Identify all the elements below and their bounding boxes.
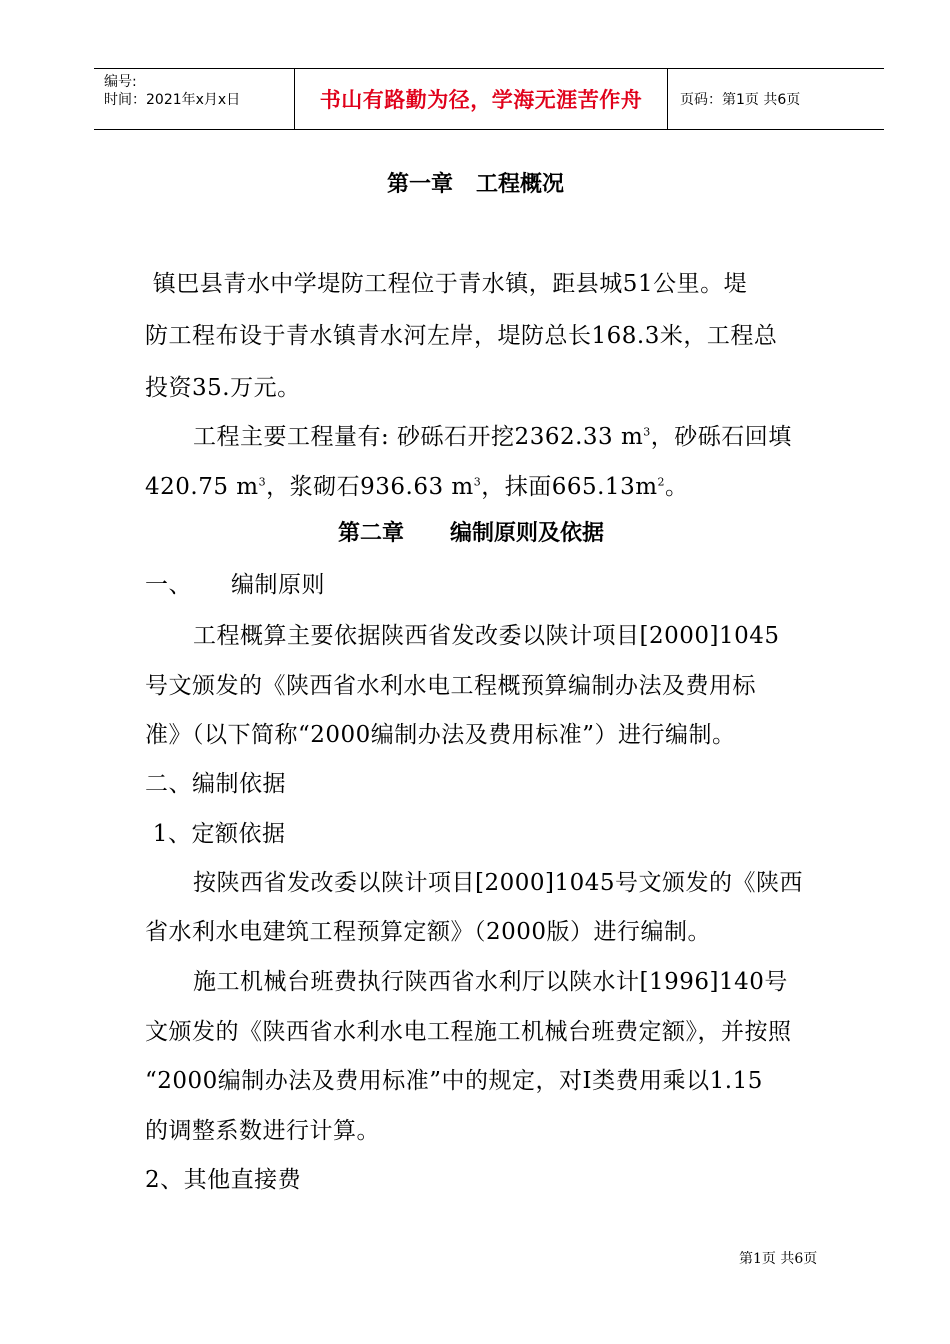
header-page-number: 页码：第1页 共6页 (680, 92, 801, 108)
section2-1-heading: 1、定额依据 (145, 821, 286, 847)
footer-page-number: 第1页 共6页 (739, 1251, 818, 1267)
section2-heading: 二、编制依据 (145, 771, 286, 797)
section1-para-line1: 工程概算主要依据陕西省发改委以陕计项目[2000]1045 (193, 623, 780, 649)
section2-2-heading: 2、其他直接费 (145, 1167, 302, 1193)
chapter2-title: 第二章 编制原则及依据 (338, 521, 604, 546)
section2-1-para1-line2: 省水利水电建筑工程预算定额》（2000版）进行编制。 (145, 919, 712, 945)
chapter1-title: 第一章 工程概况 (387, 172, 564, 197)
header-page-cell (668, 69, 884, 129)
section1-para-line3: 准》（以下简称“2000编制办法及费用标准”）进行编制。 (145, 722, 736, 748)
header-motto-cell (295, 69, 668, 129)
section2-1-para2-line1: 施工机械台班费执行陕西省水利厅以陕水计[1996]140号 (193, 969, 788, 995)
header-motto: 书山有路勤为径，学海无涯苦作舟 (319, 88, 643, 112)
section2-1-para1-line1: 按陕西省发改委以陕计项目[2000]1045号文颁发的《陕西 (193, 870, 804, 896)
header-meta-cell (94, 69, 295, 129)
section2-1-para2-line2: 文颁发的《陕西省水利水电工程施工机械台班费定额》，并按照 (145, 1019, 792, 1045)
document-time-label: 时间：2021年x月x日 (104, 92, 241, 108)
chapter1-p1-line3: 投资35.万元。 (145, 375, 301, 401)
chapter1-p2-line1: 工程主要工程量有: 砂砾石开挖2362.33 $m^3$，砂砾石回填 (193, 424, 792, 450)
section1-heading: 一、 编制原则 (145, 572, 326, 598)
section2-1-para2-line4: 的调整系数进行计算。 (145, 1118, 380, 1144)
chapter1-p1-line2: 防工程布设于青水镇青水河左岸，堤防总长168.3米，工程总 (145, 323, 778, 349)
document-number-label: 编号: (104, 74, 137, 90)
section2-1-para2-line3: “2000编制办法及费用标准”中的规定，对Ⅰ类费用乘以1.15 (145, 1068, 763, 1094)
chapter1-p1-line1: 镇巴县青水中学堤防工程位于青水镇，距县城51公里。堤 (145, 271, 748, 297)
chapter1-p2-line2: 420.75 $m^3$，浆砌石936.63 $m^3$，抹面$665.13m^2$。 (145, 474, 689, 500)
section1-para-line2: 号文颁发的《陕西省水利水电工程概预算编制办法及费用标 (145, 673, 756, 699)
page-header (94, 68, 884, 130)
